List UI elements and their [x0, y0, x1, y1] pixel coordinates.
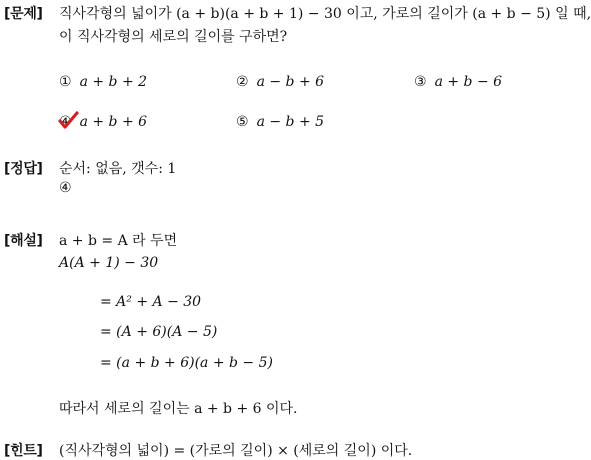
- choice-text: a − b + 6: [256, 74, 325, 90]
- solution-eq3: = (a + b + 6)(a + b − 5): [100, 355, 273, 371]
- solution-eq2: = (A + 6)(A − 5): [100, 324, 218, 340]
- choice-text: a + b − 6: [434, 74, 503, 90]
- choice-2[interactable]: [236, 74, 324, 90]
- hint-label: [힌트]: [4, 443, 43, 459]
- hint-text: (직사각형의 넓이) = (가로의 길이) × (세로의 길이) 이다.: [59, 443, 413, 459]
- choice-text: a + b + 2: [79, 74, 148, 90]
- choice-number: ①: [59, 74, 72, 90]
- choice-number: ④: [59, 114, 72, 130]
- choice-1[interactable]: [59, 74, 147, 90]
- solution-conclusion: 따라서 세로의 길이는 a + b + 6 이다.: [59, 401, 298, 417]
- choice-number: ②: [236, 74, 249, 90]
- choice-number: ③: [414, 74, 427, 90]
- solution-eq1: = A² + A − 30: [100, 294, 202, 310]
- choice-5[interactable]: [236, 114, 324, 130]
- solution-label: [해설]: [4, 233, 43, 249]
- solution-line2: A(A + 1) − 30: [59, 255, 159, 271]
- choice-number: ⑤: [236, 114, 249, 130]
- problem-text-line1: 직사각형의 넓이가 (a + b)(a + b + 1) − 30 이고, 가로의 길이가 (a + b − 5) 일 때,: [59, 6, 591, 22]
- answer-line2: ④: [59, 180, 72, 196]
- solution-line1: a + b = A 라 두면: [59, 233, 178, 249]
- problem-text-line2: 이 직사각형의 세로의 길이를 구하면?: [59, 29, 288, 45]
- choice-text: a + b + 6: [79, 114, 148, 130]
- problem-label: [문제]: [4, 6, 43, 22]
- choice-text: a − b + 5: [256, 114, 325, 130]
- checkmark-icon: [57, 110, 79, 130]
- answer-line1: 순서: 없음, 갯수: 1: [59, 161, 177, 177]
- choice-3[interactable]: [414, 74, 502, 90]
- answer-label: [정답]: [4, 161, 43, 177]
